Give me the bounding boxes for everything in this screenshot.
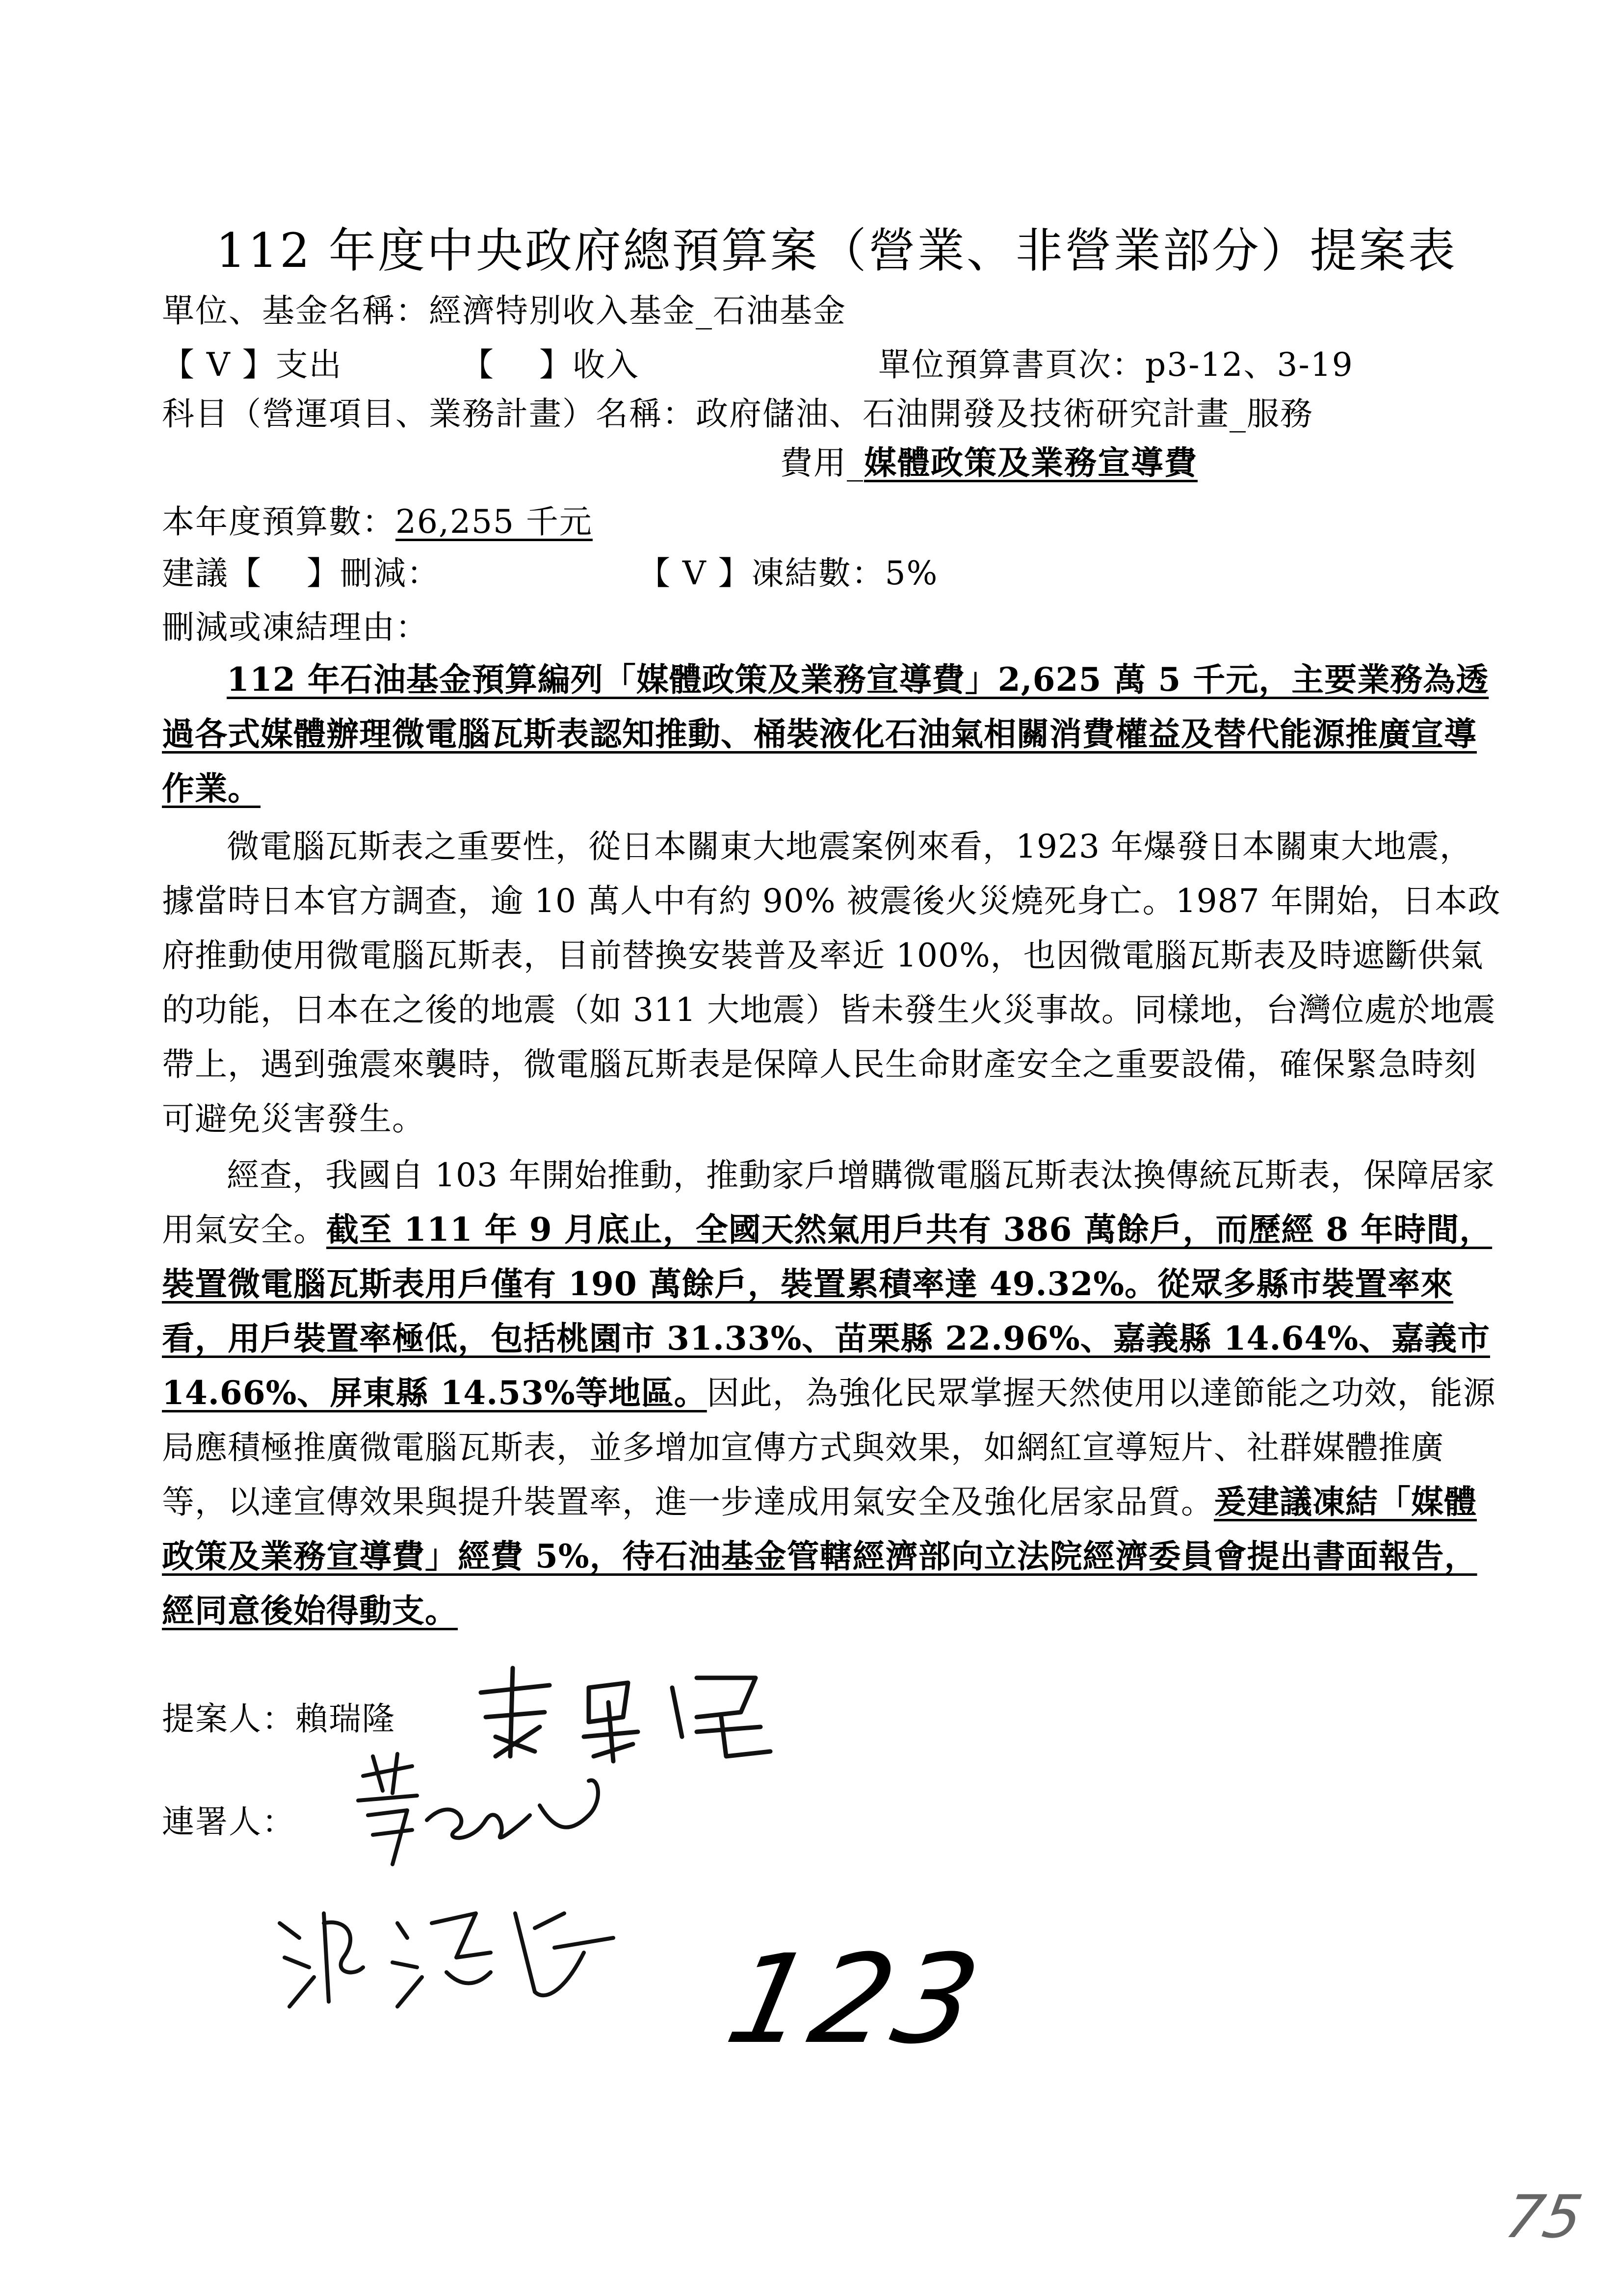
document-title: 112 年度中央政府總預算案（營業、非營業部分）提案表 [216, 223, 1457, 278]
budget-value: 26,255 千元 [395, 503, 593, 541]
subject-line-1: 科目（營運項目、業務計畫）名稱：政府儲油、石油開發及技術研究計畫_服務 [162, 395, 1313, 433]
proposer-label: 提案人：賴瑞隆 [162, 1700, 395, 1738]
suggest-cut: 建議【 】刪減： [162, 554, 440, 592]
budget-amount-line [162, 496, 593, 542]
paragraph-2: 微電腦瓦斯表之重要性，從日本關東大地震案例來看，1923 年爆發日本關東大地震，據當時日本官方調查，逾 10 萬人中有約 90% 被震後火災燒死身亡。1987 年開始，日本政府推動使用微電腦瓦斯表，目前替換安裝普及率近 100%，也因微電腦瓦斯表及時遮斷供氣的功能，日本在之後的地震（如 311 大地震）皆未發生火災事故。同樣地，台灣位處於地震帶上，遇到強震來襲時，微電腦瓦斯表是保障人民生命財產安全之重要設備，確保緊急時刻可避免災害發生。 [162, 828, 1501, 1138]
paragraph-1 [162, 652, 1501, 816]
budget-label: 本年度預算數： [162, 503, 395, 541]
page-number: 75 [1500, 2183, 1587, 2251]
paragraph-3-intro: 經查，我國自 103 年開始推動，推動家戶增購微電腦瓦斯表汰換傳統瓦斯表，保障居家用氣安全。 [162, 1156, 1495, 1249]
paragraph-1-text: 112 年石油基金預算編列「媒體政策及業務宣導費」2,625 萬 5 千元，主要業務為透過各式媒體辦理微電腦瓦斯表認知推動、桶裝液化石油氣相關消費權益及替代能源推廣宣導作業。 [162, 660, 1489, 808]
reason-label: 刪減或凍結理由： [162, 608, 429, 646]
paragraph-3-statistics: 截至 111 年 9 月底止，全國天然氣用戶共有 386 萬餘戶，而歷經 8 年時間，裝置微電腦瓦斯表用戶僅有 190 萬餘戶，裝置累積率達 49.32%。 [162, 1210, 1493, 1303]
handwritten-number: 123 [716, 1928, 995, 2071]
subject-prefix: 費用_ [780, 444, 864, 482]
subject-item: 媒體政策及業務宣導費 [864, 444, 1198, 482]
paragraph-3-county-rates: 從眾多縣市裝置率來看，用戶裝置率極低，包括桃園市 31.33%、苗栗縣 22.96%、嘉義縣 14.64%、嘉義市 14.66%、屏東縣 14.53%等地區。 [162, 1265, 1491, 1412]
suggest-freeze: 【 V 】凍結數：5% [638, 554, 939, 592]
paragraph-3-recommendation: 因此，為強化民眾掌握天然使用以達節能之功效，能源局應積極推廣微電腦瓦斯表，並多增加宣傳方式與效果，如網紅宣導短片、社群媒體推廣等，以達宣傳效果與提升裝置率，進一步達成用氣安全及強化居家品質。 [162, 1374, 1496, 1521]
cosigner-label: 連署人： [162, 1803, 295, 1841]
paragraph-3 [162, 1148, 1501, 1638]
cosigner-signature-1 [343, 1747, 618, 1874]
budget-page-reference: 單位預算書頁次：p3-12、3-19 [878, 346, 1354, 384]
cosigner-signature-2 [270, 1894, 643, 2021]
subject-line-2 [780, 437, 1198, 483]
unit-fund-name: 單位、基金名稱：經濟特別收入基金_石油基金 [162, 292, 846, 330]
expense-checkbox: 【 V 】支出 [162, 346, 342, 384]
income-checkbox: 【 】收入 [461, 346, 639, 384]
paragraph-3-freeze-proposal: 爰建議凍結「媒體政策及業務宣導費」經費 5%，待石油基金管轄經濟部向立法院經濟委員會提出書面報告，經同意後始得動支。 [162, 1483, 1477, 1630]
